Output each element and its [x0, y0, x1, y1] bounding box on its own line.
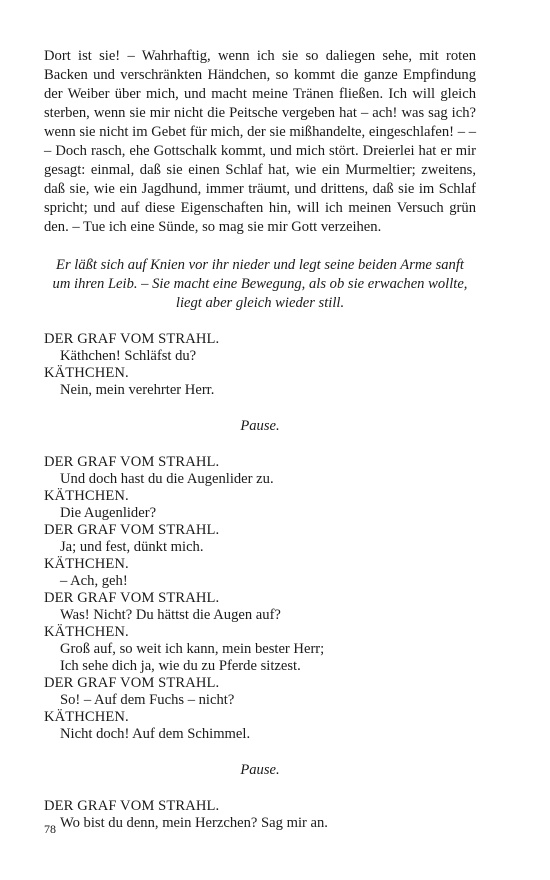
dialogue-block-2 [44, 454, 476, 743]
stage-direction-line: um ihren Leib. – Sie macht eine Bewegung, als ob sie erwachen wollte, [52, 276, 468, 292]
speaker-name: DER GRAF VOM STRAHL. [44, 675, 220, 691]
stage-direction-line: Er läßt sich auf Knien vor ihr nieder und legt seine beiden Arme sanft [56, 257, 464, 273]
spoken-line: Groß auf, so weit ich kann, mein bester Herr; [60, 641, 325, 657]
speaker-name: KÄTHCHEN. [44, 624, 129, 640]
dialogue-block-3 [44, 798, 476, 832]
pause-direction: Pause. [240, 762, 280, 778]
dialogue-block-1 [44, 331, 476, 399]
spoken-line: Käthchen! Schläfst du? [60, 348, 197, 364]
spoken-line: Nein, mein verehrter Herr. [60, 382, 215, 398]
speaker-name: DER GRAF VOM STRAHL. [44, 522, 220, 538]
pause-direction: Pause. [240, 418, 280, 434]
page-number: 78 [44, 822, 56, 836]
spoken-line: Die Augenlider? [60, 505, 157, 521]
page-body [44, 47, 476, 832]
spoken-line: Ja; und fest, dünkt mich. [60, 539, 204, 555]
speaker-name: DER GRAF VOM STRAHL. [44, 454, 220, 470]
stage-direction-line: liegt aber gleich wieder still. [175, 295, 345, 311]
spoken-line: Wo bist du denn, mein Herzchen? Sag mir an. [60, 815, 328, 831]
prose-paragraph: Dort ist sie! – Wahrhaftig, wenn ich sie so daliegen sehe, mit roten Backen und verschränkten Händchen, so kommt die ganze Empfindung der Weiber über mich, und macht meine Tränen fließen. Ich will gleich sterben, wenn sie mir nicht die Peitsche vergeben hat – ach! was sag ich? wenn sie nicht im Gebet für mich, der sie mißhandelte, eingeschlafen! – – – Doch rasch, ehe Gottschalk kommt, und mich stört. Dreierlei hat er mir gesagt: einmal, daß sie einen Schlaf hat, wie ein Murmeltier; zweitens, daß sie, wie ein Jagdhund, immer träumt, und drittens, daß sie im Schlaf spricht; und auf diese Eigenschaften hin, will ich meinen Versuch grün den. – Tue ich eine Sünde, so mag sie mir Gott verzeihen. [44, 48, 476, 235]
speaker-name: KÄTHCHEN. [44, 488, 129, 504]
speaker-name: KÄTHCHEN. [44, 709, 129, 725]
speaker-name: KÄTHCHEN. [44, 556, 129, 572]
spoken-line: So! – Auf dem Fuchs – nicht? [60, 692, 235, 708]
stage-direction [44, 256, 476, 313]
spoken-line: Nicht doch! Auf dem Schimmel. [60, 726, 251, 742]
speaker-name: DER GRAF VOM STRAHL. [44, 590, 220, 606]
spoken-line: Ich sehe dich ja, wie du zu Pferde sitzest. [60, 658, 301, 674]
speaker-name: DER GRAF VOM STRAHL. [44, 331, 220, 347]
spoken-line: Was! Nicht? Du hättst die Augen auf? [60, 607, 281, 623]
spoken-line: – Ach, geh! [60, 573, 128, 589]
speaker-name: DER GRAF VOM STRAHL. [44, 798, 220, 814]
spoken-line: Und doch hast du die Augenlider zu. [60, 471, 274, 487]
speaker-name: KÄTHCHEN. [44, 365, 129, 381]
